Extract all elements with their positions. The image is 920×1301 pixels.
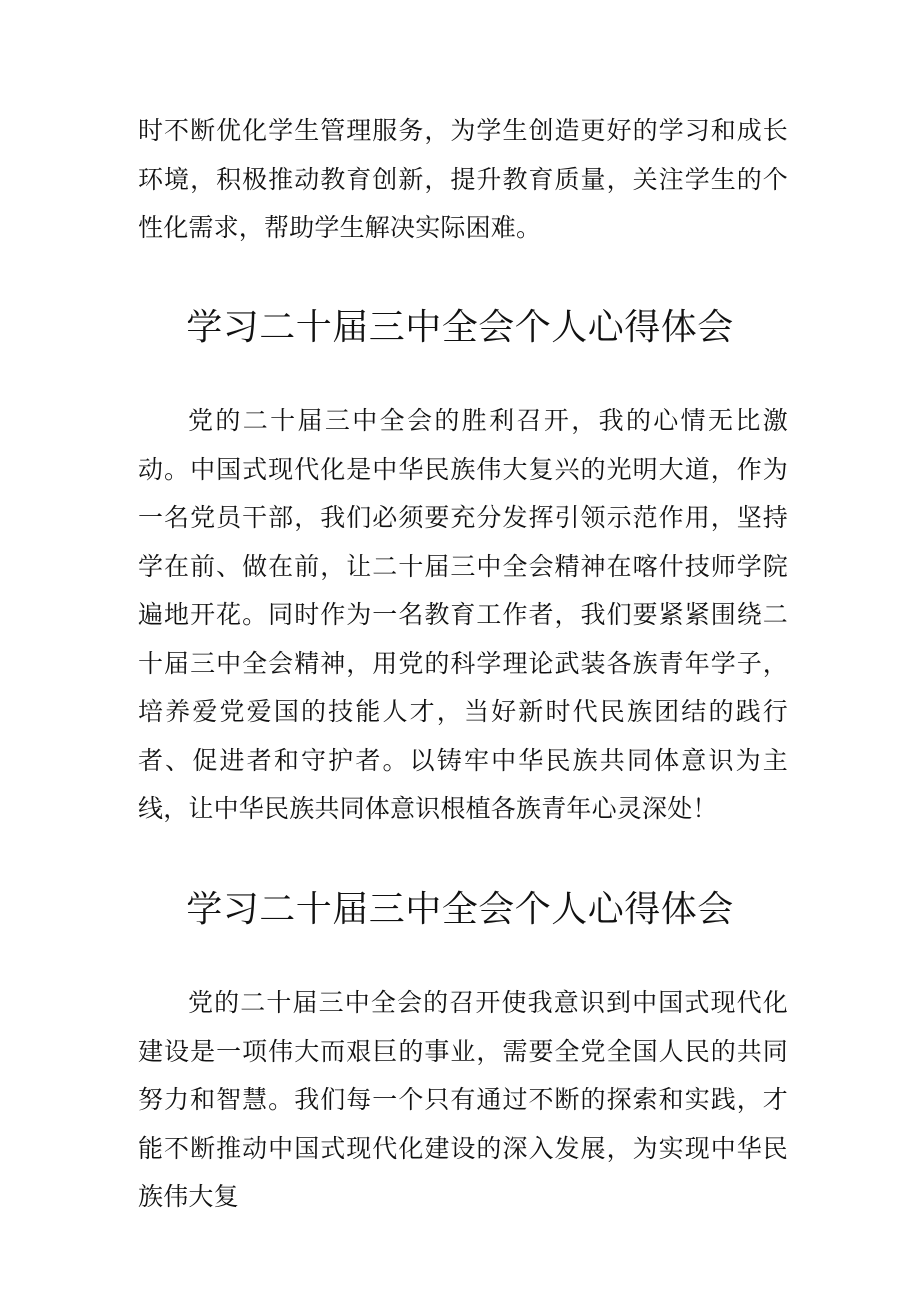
section1-body: 党的二十届三中全会的胜利召开，我的心情无比激动。中国式现代化是中华民族伟大复兴的光明大道，作为一名党员干部，我们必须要充分发挥引领示范作用，坚持学在前、做在前，让二十届三中全会精神在喀什技师学院遍地开花。同时作为一名教育工作者，我们要紧紧围绕二十届三中全会精神，用党的科学理论武装各族青年学子，培养爱党爱国的技能人才，当好新时代民族团结的践行者、促进者和守护者。以铸牢中华民族共同体意识为主线，让中华民族共同体意识根植各族青年心灵深处！	[138, 406, 788, 823]
section2-title: 学习二十届三中全会个人心得体会	[186, 889, 734, 930]
section1-title: 学习二十届三中全会个人心得体会	[186, 307, 734, 348]
continued-paragraph: 时不断优化学生管理服务，为学生创造更好的学习和成长环境，积极推动教育创新，提升教育质量，关注学生的个性化需求，帮助学生解决实际困难。	[138, 116, 788, 242]
section2-body: 党的二十届三中全会的召开使我意识到中国式现代化建设是一项伟大而艰巨的事业，需要全党全国人民的共同努力和智慧。我们每一个只有通过不断的探索和实践，才能不断推动中国式现代化建设的深入发展，为实现中华民族伟大复	[138, 988, 788, 1211]
